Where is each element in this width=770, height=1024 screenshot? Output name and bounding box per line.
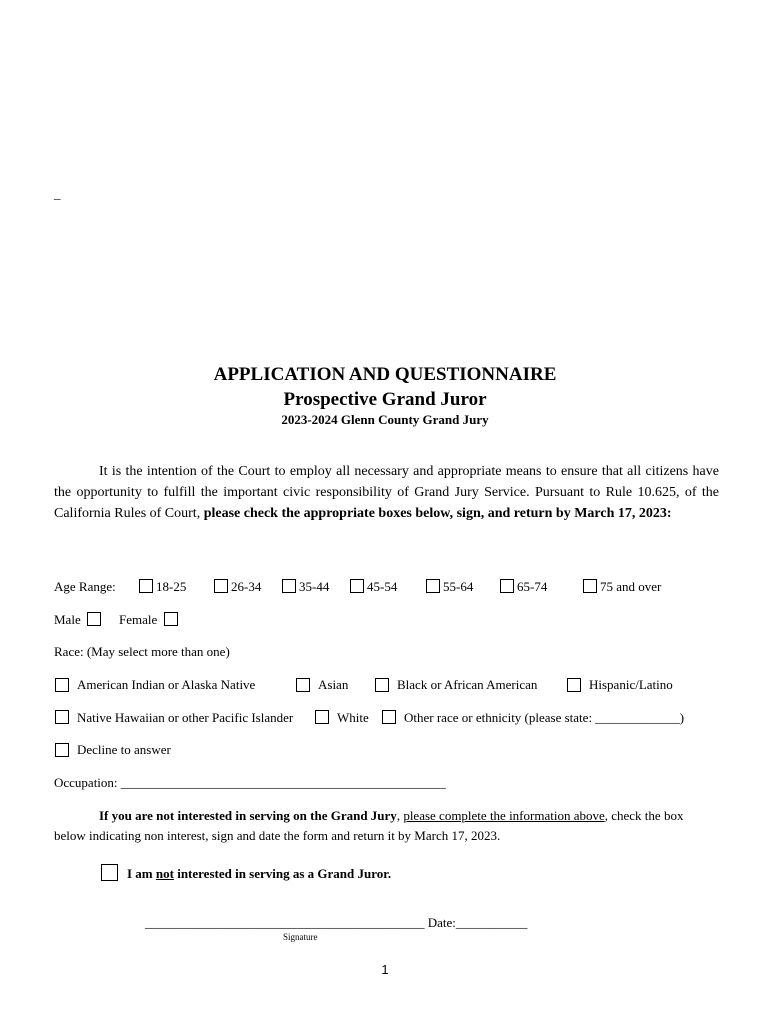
age-75-over-checkbox[interactable] xyxy=(583,579,597,593)
age-range-label: Age Range: xyxy=(54,579,116,594)
race-other-label: Other race or ethnicity (please state: _____________) xyxy=(404,710,685,725)
age-35-44-checkbox[interactable] xyxy=(282,579,296,593)
race-hispanic-checkbox[interactable] xyxy=(567,678,581,692)
not-interested-not: not xyxy=(155,866,174,881)
notice-rest: , check the box below indicating non interest, sign and date the form and return it by March 17, 2023. xyxy=(54,808,684,843)
age-55-64-checkbox[interactable] xyxy=(426,579,440,593)
notice-paragraph xyxy=(54,806,714,846)
not-interested-checkbox[interactable] xyxy=(101,864,118,881)
race-black-label: Black or African American xyxy=(397,677,538,692)
notice-comma: , xyxy=(396,808,404,823)
race-hawaiian-checkbox[interactable] xyxy=(55,710,69,724)
race-decline-checkbox[interactable] xyxy=(55,743,69,757)
male-label: Male xyxy=(54,612,81,627)
occupation-field[interactable]: Occupation: __________________________________________________ xyxy=(54,775,446,790)
age-26-34-label: 26-34 xyxy=(231,579,262,594)
not-interested-post: interested in serving as a Grand Juror. xyxy=(173,866,392,881)
age-65-74-label: 65-74 xyxy=(517,579,548,594)
race-other-checkbox[interactable] xyxy=(382,710,396,724)
female-checkbox[interactable] xyxy=(164,612,178,626)
page-subtitle: Prospective Grand Juror xyxy=(283,389,487,410)
race-american-indian-label: American Indian or Alaska Native xyxy=(77,677,256,692)
race-asian-label: Asian xyxy=(318,677,349,692)
not-interested-pre: I am xyxy=(127,866,156,881)
not-interested-label xyxy=(127,866,391,882)
race-white-label: White xyxy=(337,710,369,725)
page-title: APPLICATION AND QUESTIONNAIRE xyxy=(213,364,557,385)
race-hawaiian-label: Native Hawaiian or other Pacific Islander xyxy=(77,710,294,725)
female-label: Female xyxy=(119,612,158,627)
race-label: Race: (May select more than one) xyxy=(54,644,230,659)
notice-bold: If you are not interested in serving on the Grand Jury xyxy=(99,808,397,823)
age-18-25-label: 18-25 xyxy=(156,579,187,594)
age-55-64-label: 55-64 xyxy=(443,579,474,594)
signature-date-line[interactable]: ___________________________________________ Date:___________ xyxy=(145,915,528,930)
race-decline-label: Decline to answer xyxy=(77,742,171,757)
age-45-54-checkbox[interactable] xyxy=(350,579,364,593)
intro-text: It is the intention of the Court to employ all necessary and appropriate means to ensure that all citizens have the opportunity to fulfill the important civic responsibility of Grand Jury Service. Pursuant to Rule 10.625, of the California Rules of Court, xyxy=(54,464,719,521)
intro-instruction: please check the appropriate boxes below, sign, and return by March 17, 2023: xyxy=(203,506,672,521)
intro-paragraph xyxy=(54,461,719,524)
race-black-checkbox[interactable] xyxy=(375,678,389,692)
race-white-checkbox[interactable] xyxy=(315,710,329,724)
age-18-25-checkbox[interactable] xyxy=(139,579,153,593)
stray-mark: _ xyxy=(54,186,61,201)
page-number: 1 xyxy=(381,962,389,977)
jury-year-heading: 2023-2024 Glenn County Grand Jury xyxy=(281,412,489,427)
notice-underlined: please complete the information above xyxy=(403,808,605,823)
age-65-74-checkbox[interactable] xyxy=(500,579,514,593)
age-35-44-label: 35-44 xyxy=(299,579,330,594)
race-hispanic-label: Hispanic/Latino xyxy=(589,677,673,692)
male-checkbox[interactable] xyxy=(87,612,101,626)
race-american-indian-checkbox[interactable] xyxy=(55,678,69,692)
race-asian-checkbox[interactable] xyxy=(296,678,310,692)
signature-label: Signature xyxy=(283,932,318,942)
age-45-54-label: 45-54 xyxy=(367,579,398,594)
age-75-over-label: 75 and over xyxy=(600,579,662,594)
age-26-34-checkbox[interactable] xyxy=(214,579,228,593)
